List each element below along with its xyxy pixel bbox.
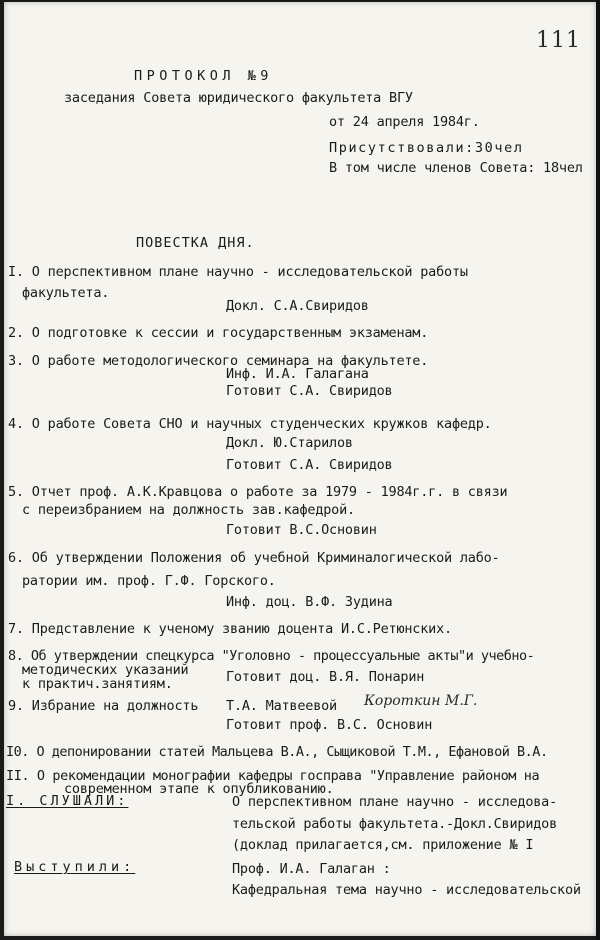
- agenda-item-4-prep: Готовит С.А. Свиридов: [226, 457, 393, 473]
- agenda-item-8-cont: методических указаний: [22, 662, 189, 678]
- attendance-members: В том числе членов Совета: 18чел: [329, 160, 583, 176]
- document-page: [4, 2, 596, 936]
- heard-text-2: тельской работы факультета.-Докл.Свиридов: [232, 816, 558, 832]
- agenda-item-8: 8. Об утверждении спецкурса "Уголовно - процессуальные акты"и учебно-: [8, 648, 535, 664]
- heard-text-3: (доклад прилагается,см. приложение № I: [232, 837, 534, 853]
- protocol-date: от 24 апреля 1984г.: [329, 114, 480, 130]
- agenda-heading: ПОВЕСТКА ДНЯ.: [136, 235, 255, 251]
- agenda-item-11-cont: современном этапе к опубликованию.: [64, 781, 334, 797]
- scan-edge: [596, 0, 600, 940]
- agenda-item-8-cont2: к практич.занятиям.: [22, 676, 173, 692]
- agenda-item-8-prep: Готовит доц. В.Я. Понарин: [226, 669, 425, 685]
- agenda-item-1: I. О перспективном плане научно - исследовательской работы: [8, 264, 468, 280]
- agenda-item-9-prep: Готовит проф. В.С. Основин: [226, 717, 433, 733]
- agenda-item-10: I0. О депонировании статей Мальцева В.А., Сыщиковой Т.М., Ефановой В.А.: [6, 744, 548, 760]
- agenda-item-6-info: Инф. доц. В.Ф. Зудина: [226, 594, 393, 610]
- agenda-item-9: 9. Избрание на должность: [8, 698, 199, 714]
- agenda-item-5-prep: Готовит В.С.Основин: [226, 522, 377, 538]
- agenda-item-3: 3. О работе методологического семинара на факультете.: [8, 353, 429, 369]
- agenda-item-2: 2. О подготовке к сессии и государственным экзаменам.: [8, 325, 429, 341]
- agenda-item-5-cont: с переизбранием на должность зав.кафедрой.: [22, 502, 355, 518]
- spoke-text-2: Кафедральная тема научно - исследовательской: [232, 882, 581, 898]
- agenda-item-3-info: Инф. И.А. Галагана: [226, 366, 369, 382]
- heard-text-1: О перспективном плане научно - исследова-: [232, 794, 558, 810]
- agenda-item-6: 6. Об утверждении Положения об учебной Криминалогической лабо-: [8, 550, 500, 566]
- heard-label: I. СЛУШАЛИ:: [6, 793, 129, 809]
- agenda-item-7: 7. Представление к ученому званию доцента И.С.Ретюнских.: [8, 621, 452, 637]
- agenda-item-9-name: Т.А. Матвеевой: [226, 698, 337, 714]
- handwritten-annotation: Короткин М.Г.: [364, 693, 478, 709]
- agenda-item-5: 5. Отчет проф. А.К.Кравцова о работе за 1979 - 1984г.г. в связи: [8, 484, 508, 500]
- agenda-item-6-cont: ратории им. проф. Г.Ф. Горского.: [22, 573, 276, 589]
- protocol-title: ПРОТОКОЛ №9: [134, 68, 273, 84]
- agenda-item-4: 4. О работе Совета СНО и научных студенческих кружков кафедр.: [8, 416, 492, 432]
- agenda-item-3-prep: Готовит С.А. Свиридов: [226, 383, 393, 399]
- agenda-item-11: II. О рекомендации монографии кафедры госправа "Управление районом на: [6, 768, 540, 784]
- spoke-label: Выступили:: [14, 859, 136, 875]
- page-number: 111: [536, 28, 581, 53]
- agenda-item-1-cont: факультета.: [22, 285, 110, 301]
- attendance-total: Присутствовали:30чел: [329, 140, 524, 156]
- agenda-item-4-speaker: Докл. Ю.Старилов: [226, 435, 353, 451]
- protocol-subtitle: заседания Совета юридического факультета ВГУ: [64, 90, 413, 106]
- spoke-text-1: Проф. И.А. Галаган :: [232, 861, 391, 877]
- agenda-item-1-speaker: Докл. С.А.Свиридов: [226, 298, 369, 314]
